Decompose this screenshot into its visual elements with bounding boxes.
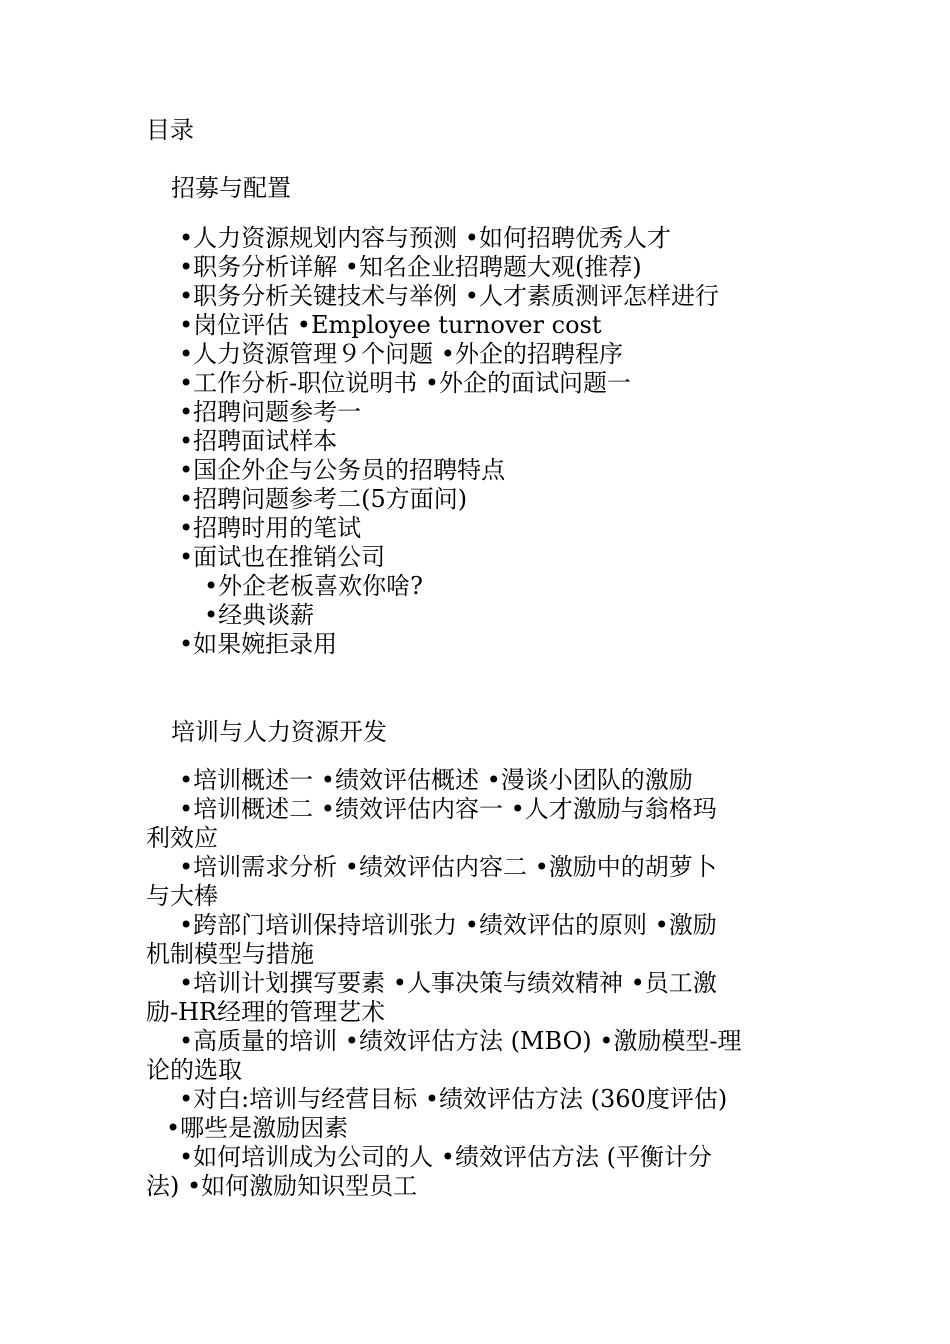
toc-line[interactable]: •岗位评估 •Employee turnover cost bbox=[179, 311, 602, 339]
toc-line[interactable]: •人力资源规划内容与预测 •如何招聘优秀人才 bbox=[179, 224, 671, 252]
toc-subline[interactable]: •经典谈薪 bbox=[204, 601, 315, 629]
toc-line[interactable]: •招聘时用的笔试 bbox=[179, 514, 362, 542]
toc-line-wrap[interactable]: 励-HR经理的管理艺术 bbox=[146, 998, 386, 1026]
toc-line[interactable]: •招聘问题参考一 bbox=[179, 398, 362, 426]
section-heading-training: 培训与人力资源开发 bbox=[171, 718, 387, 746]
toc-line[interactable]: •招聘面试样本 bbox=[179, 427, 338, 455]
toc-line[interactable]: •培训概述一 •绩效评估概述 •漫谈小团队的激励 bbox=[179, 766, 693, 794]
toc-line[interactable]: •工作分析-职位说明书 •外企的面试问题一 bbox=[179, 369, 632, 397]
toc-line[interactable]: •如何培训成为公司的人 •绩效评估方法 (平衡计分 bbox=[179, 1143, 712, 1171]
toc-line[interactable]: •如果婉拒录用 bbox=[179, 630, 338, 658]
toc-line-wrap[interactable]: 与大棒 bbox=[146, 882, 218, 910]
toc-line[interactable]: •人力资源管理９个问题 •外企的招聘程序 bbox=[179, 340, 623, 368]
section-heading-recruitment: 招募与配置 bbox=[171, 174, 291, 202]
toc-line[interactable]: •培训计划撰写要素 •人事决策与绩效精神 •员工激 bbox=[179, 969, 717, 997]
toc-line[interactable]: •国企外企与公务员的招聘特点 bbox=[179, 456, 506, 484]
toc-line-wrap[interactable]: 论的选取 bbox=[146, 1056, 242, 1084]
toc-line[interactable]: •职务分析详解 •知名企业招聘题大观(推荐) bbox=[179, 253, 642, 281]
toc-line[interactable]: •跨部门培训保持培训张力 •绩效评估的原则 •激励 bbox=[179, 911, 717, 939]
toc-line[interactable]: •高质量的培训 •绩效评估方法 (MBO) •激励模型-理 bbox=[179, 1027, 742, 1055]
toc-line[interactable]: •职务分析关键技术与举例 •人才素质测评怎样进行 bbox=[179, 282, 719, 310]
toc-line-wrap[interactable]: 利效应 bbox=[146, 824, 218, 852]
toc-line[interactable]: •面试也在推销公司 bbox=[179, 543, 386, 571]
toc-line[interactable]: •对白:培训与经营目标 •绩效评估方法 (360度评估) bbox=[179, 1085, 728, 1113]
toc-line-wrap[interactable]: 机制模型与措施 bbox=[146, 940, 314, 968]
toc-line-wrap[interactable]: 法) •如何激励知识型员工 bbox=[146, 1172, 418, 1200]
document-title: 目录 bbox=[146, 116, 194, 144]
toc-subline[interactable]: •外企老板喜欢你啥? bbox=[204, 572, 424, 600]
toc-line[interactable]: •培训需求分析 •绩效评估内容二 •激励中的胡萝卜 bbox=[179, 853, 717, 881]
toc-line[interactable]: •招聘问题参考二(5方面问) bbox=[179, 485, 468, 513]
toc-line[interactable]: •培训概述二 •绩效评估内容一 •人才激励与翁格玛 bbox=[179, 795, 717, 823]
toc-line-wrap[interactable]: •哪些是激励因素 bbox=[166, 1114, 349, 1142]
